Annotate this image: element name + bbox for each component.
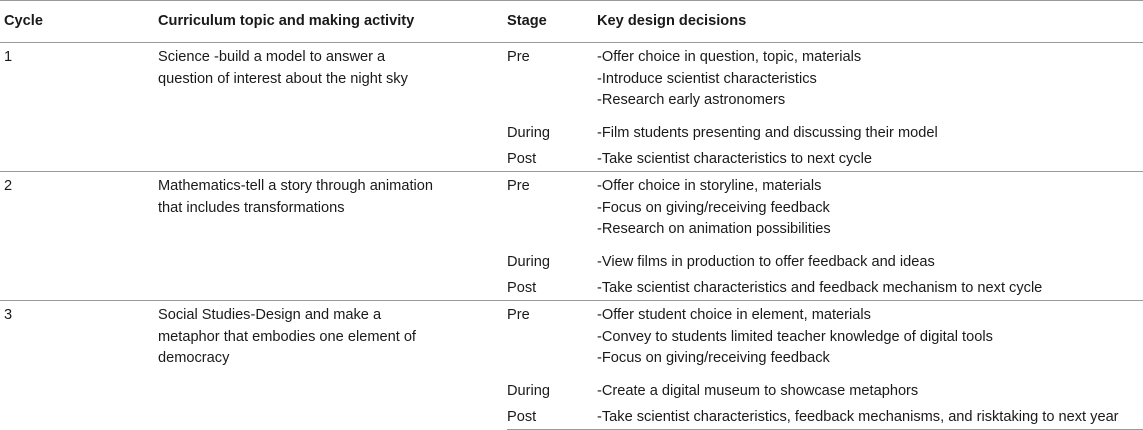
table-row <box>0 301 1143 378</box>
topic-line: democracy <box>158 350 230 366</box>
header-row <box>0 1 1143 43</box>
decision-line: -Film students presenting and discussing their model <box>597 125 938 141</box>
decision-line: -Take scientist characteristics, feedback mechanisms, and risktaking to next year <box>597 409 1119 425</box>
decision-line: -Offer choice in question, topic, materials <box>597 49 862 65</box>
topic-line: Mathematics-tell a story through animation <box>158 178 433 194</box>
curriculum-topic <box>158 43 507 172</box>
header-curriculum-topic: Curriculum topic and making activity <box>158 1 507 43</box>
decision-line: -Offer student choice in element, materials <box>597 307 871 323</box>
cycle-number: 3 <box>0 301 158 430</box>
decisions-cell <box>597 274 1143 301</box>
topic-line: that includes transformations <box>158 199 345 216</box>
decision-line: -Convey to students limited teacher knowledge of digital tools <box>597 328 993 345</box>
stage-cell: Pre <box>507 43 597 120</box>
decisions-cell <box>597 145 1143 172</box>
curriculum-topic <box>158 301 507 430</box>
topic-line: metaphor that embodies one element of <box>158 328 416 345</box>
table-body <box>0 43 1143 430</box>
decisions-cell <box>597 301 1143 378</box>
decisions-cell <box>597 43 1143 120</box>
decisions-cell <box>597 248 1143 274</box>
decision-line: -Research on animation possibilities <box>597 221 831 237</box>
decision-line: -Introduce scientist characteristics <box>597 70 817 87</box>
decisions-cell <box>597 119 1143 145</box>
stage-cell: Pre <box>507 172 597 249</box>
stage-cell: Pre <box>507 301 597 378</box>
decision-line: -View films in production to offer feedback and ideas <box>597 254 935 270</box>
table-header <box>0 1 1143 43</box>
decisions-cell <box>597 403 1143 430</box>
cycle-number: 1 <box>0 43 158 172</box>
cycle-number: 2 <box>0 172 158 301</box>
topic-line: Social Studies-Design and make a <box>158 307 382 323</box>
topic-line: Science -build a model to answer a <box>158 49 386 65</box>
decision-line: -Create a digital museum to showcase metaphors <box>597 383 919 399</box>
table-row <box>0 43 1143 120</box>
header-cycle: Cycle <box>0 1 158 43</box>
decision-line: -Research early astronomers <box>597 92 786 108</box>
decision-line: -Focus on giving/receiving feedback <box>597 350 830 366</box>
decisions-cell <box>597 172 1143 249</box>
decision-line: -Take scientist characteristics and feedback mechanism to next cycle <box>597 280 1043 296</box>
stage-cell: During <box>507 383 550 399</box>
table-row <box>0 172 1143 249</box>
decisions-cell <box>597 377 1143 403</box>
header-stage: Stage <box>507 1 597 43</box>
stage-cell: During <box>507 125 550 141</box>
topic-line: question of interest about the night sky <box>158 70 408 87</box>
stage-cell: Post <box>507 151 537 167</box>
stage-cell: Post <box>507 403 597 430</box>
curriculum-topic <box>158 172 507 301</box>
decision-line: -Offer choice in storyline, materials <box>597 178 822 194</box>
decision-line: -Take scientist characteristics to next cycle <box>597 151 872 167</box>
header-key-design-decisions: Key design decisions <box>597 1 1143 43</box>
decision-line: -Focus on giving/receiving feedback <box>597 199 830 216</box>
stage-cell: Post <box>507 280 537 296</box>
stage-cell: During <box>507 254 550 270</box>
